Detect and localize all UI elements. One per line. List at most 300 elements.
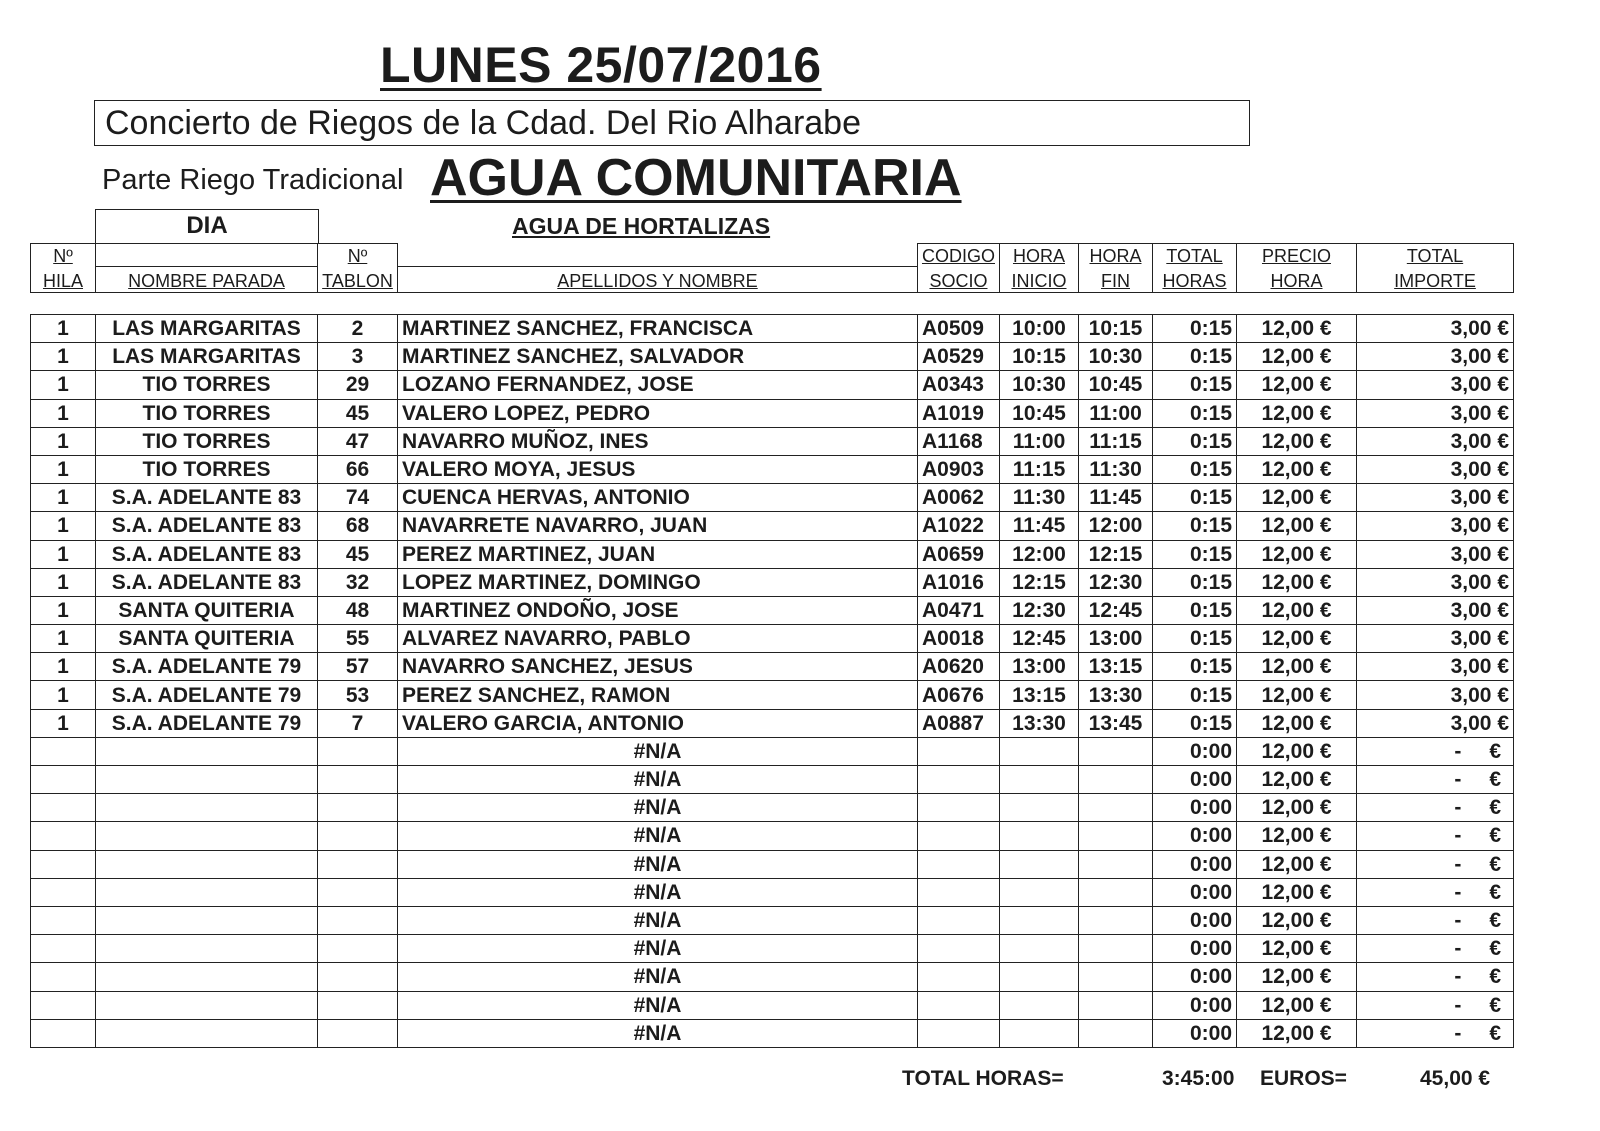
col-inicio-top: HORA (1000, 244, 1079, 267)
cell-total-horas: 0:00 (1153, 1019, 1237, 1047)
cell-hila (31, 935, 96, 963)
euro-symbol: € (1489, 993, 1501, 1017)
cell-tablon: 3 (318, 343, 398, 371)
euro-symbol: € (1489, 909, 1501, 933)
col-hila-top: Nº (31, 244, 96, 267)
cell-codigo: A0018 (918, 625, 1000, 653)
cell-parada (96, 822, 318, 850)
cell-fin: 13:30 (1079, 681, 1153, 709)
cell-fin (1079, 850, 1153, 878)
cell-fin: 10:30 (1079, 343, 1153, 371)
cell-tablon: 7 (318, 709, 398, 737)
cell-importe: 3,00 € (1357, 427, 1514, 455)
col-importe-bottom: IMPORTE (1357, 267, 1514, 293)
cell-precio: 12,00 € (1237, 455, 1357, 483)
col-fin-top: HORA (1079, 244, 1153, 267)
cell-importe (1357, 737, 1514, 765)
cell-tablon (318, 878, 398, 906)
cell-total-horas: 0:15 (1153, 371, 1237, 399)
dash-placeholder: - (1454, 852, 1462, 876)
cell-inicio: 11:00 (1000, 427, 1079, 455)
table-row-empty (31, 794, 1514, 822)
cell-fin (1079, 963, 1153, 991)
cell-inicio (1000, 766, 1079, 794)
euro-symbol: € (1489, 880, 1501, 904)
cell-parada: S.A. ADELANTE 83 (96, 484, 318, 512)
cell-nombre: #N/A (398, 850, 918, 878)
cell-fin (1079, 1019, 1153, 1047)
cell-parada (96, 963, 318, 991)
cell-precio: 12,00 € (1237, 371, 1357, 399)
cell-hila: 1 (31, 427, 96, 455)
cell-hila: 1 (31, 596, 96, 624)
dash-placeholder: - (1454, 909, 1462, 933)
agua-label: AGUA COMUNITARIA (430, 149, 962, 207)
cell-total-horas: 0:15 (1153, 455, 1237, 483)
cell-tablon (318, 991, 398, 1019)
dash-placeholder: - (1454, 824, 1462, 848)
cell-hila: 1 (31, 371, 96, 399)
cell-total-horas: 0:15 (1153, 625, 1237, 653)
cell-precio: 12,00 € (1237, 991, 1357, 1019)
cell-hila: 1 (31, 315, 96, 343)
cell-tablon: 57 (318, 653, 398, 681)
cell-fin: 12:00 (1079, 512, 1153, 540)
euro-symbol: € (1489, 965, 1501, 989)
dash-placeholder: - (1454, 880, 1462, 904)
cell-nombre: #N/A (398, 878, 918, 906)
cell-tablon: 66 (318, 455, 398, 483)
col-precio-bottom: HORA (1237, 267, 1357, 293)
cell-inicio: 11:30 (1000, 484, 1079, 512)
cell-fin: 11:00 (1079, 399, 1153, 427)
euro-symbol: € (1489, 768, 1501, 792)
euro-symbol: € (1489, 824, 1501, 848)
section-label: AGUA DE HORTALIZAS (512, 213, 771, 239)
cell-importe: 3,00 € (1357, 625, 1514, 653)
cell-codigo (918, 850, 1000, 878)
cell-hila: 1 (31, 512, 96, 540)
cell-fin: 12:30 (1079, 568, 1153, 596)
cell-parada: S.A. ADELANTE 83 (96, 540, 318, 568)
cell-inicio (1000, 737, 1079, 765)
cell-fin (1079, 878, 1153, 906)
table-row (31, 625, 1514, 653)
cell-fin: 11:45 (1079, 484, 1153, 512)
cell-total-horas: 0:15 (1153, 681, 1237, 709)
euro-symbol: € (1489, 852, 1501, 876)
cell-precio: 12,00 € (1237, 822, 1357, 850)
cell-codigo: A0509 (918, 315, 1000, 343)
cell-inicio: 12:30 (1000, 596, 1079, 624)
euro-symbol: € (1489, 796, 1501, 820)
dash-placeholder: - (1454, 1021, 1462, 1045)
table-row (31, 455, 1514, 483)
cell-codigo: A1016 (918, 568, 1000, 596)
cell-hila (31, 1019, 96, 1047)
cell-inicio: 10:30 (1000, 371, 1079, 399)
cell-tablon: 68 (318, 512, 398, 540)
cell-nombre: NAVARRETE NAVARRO, JUAN (398, 512, 918, 540)
cell-total-horas: 0:00 (1153, 737, 1237, 765)
cell-nombre: NAVARRO MUÑOZ, INES (398, 427, 918, 455)
cell-inicio: 10:00 (1000, 315, 1079, 343)
table-row (31, 540, 1514, 568)
cell-codigo (918, 878, 1000, 906)
col-total-top: TOTAL (1153, 244, 1237, 267)
cell-parada: S.A. ADELANTE 79 (96, 681, 318, 709)
cell-importe (1357, 1019, 1514, 1047)
col-tablon-bottom: TABLON (318, 267, 398, 293)
cell-nombre: #N/A (398, 737, 918, 765)
cell-precio: 12,00 € (1237, 625, 1357, 653)
col-inicio-bottom: INICIO (1000, 267, 1079, 293)
cell-total-horas: 0:00 (1153, 906, 1237, 934)
cell-nombre: PEREZ SANCHEZ, RAMON (398, 681, 918, 709)
cell-total-horas: 0:15 (1153, 568, 1237, 596)
cell-tablon (318, 963, 398, 991)
cell-inicio (1000, 991, 1079, 1019)
cell-importe (1357, 850, 1514, 878)
table-row-empty (31, 1019, 1514, 1047)
cell-nombre: NAVARRO SANCHEZ, JESUS (398, 653, 918, 681)
column-header-table (30, 243, 1514, 293)
cell-parada: TIO TORRES (96, 399, 318, 427)
col-codigo-top: CODIGO (918, 244, 1000, 267)
cell-total-horas: 0:00 (1153, 766, 1237, 794)
cell-codigo: A0343 (918, 371, 1000, 399)
cell-importe (1357, 878, 1514, 906)
cell-tablon: 45 (318, 540, 398, 568)
cell-parada (96, 766, 318, 794)
cell-total-horas: 0:00 (1153, 878, 1237, 906)
cell-fin (1079, 766, 1153, 794)
col-nombre-top (398, 244, 918, 267)
cell-total-horas: 0:00 (1153, 963, 1237, 991)
cell-inicio: 13:00 (1000, 653, 1079, 681)
cell-importe: 3,00 € (1357, 540, 1514, 568)
table-row-empty (31, 850, 1514, 878)
cell-precio: 12,00 € (1237, 681, 1357, 709)
cell-total-horas: 0:15 (1153, 427, 1237, 455)
cell-codigo: A0887 (918, 709, 1000, 737)
cell-inicio (1000, 963, 1079, 991)
cell-codigo: A0903 (918, 455, 1000, 483)
cell-hila: 1 (31, 484, 96, 512)
cell-nombre: #N/A (398, 935, 918, 963)
cell-inicio (1000, 1019, 1079, 1047)
cell-tablon: 55 (318, 625, 398, 653)
dash-placeholder: - (1454, 768, 1462, 792)
cell-parada: TIO TORRES (96, 455, 318, 483)
cell-hila (31, 822, 96, 850)
cell-importe: 3,00 € (1357, 653, 1514, 681)
cell-importe (1357, 991, 1514, 1019)
cell-parada: S.A. ADELANTE 83 (96, 512, 318, 540)
dash-placeholder: - (1454, 796, 1462, 820)
cell-inicio: 10:15 (1000, 343, 1079, 371)
dash-placeholder: - (1454, 993, 1462, 1017)
cell-total-horas: 0:15 (1153, 315, 1237, 343)
cell-inicio (1000, 935, 1079, 963)
cell-total-horas: 0:15 (1153, 596, 1237, 624)
cell-codigo (918, 935, 1000, 963)
page-title: LUNES 25/07/2016 (380, 37, 822, 93)
cell-precio: 12,00 € (1237, 906, 1357, 934)
cell-fin (1079, 935, 1153, 963)
cell-nombre: CUENCA HERVAS, ANTONIO (398, 484, 918, 512)
cell-fin (1079, 822, 1153, 850)
cell-nombre: LOPEZ MARTINEZ, DOMINGO (398, 568, 918, 596)
cell-nombre: ALVAREZ NAVARRO, PABLO (398, 625, 918, 653)
cell-fin: 13:15 (1079, 653, 1153, 681)
cell-nombre: #N/A (398, 766, 918, 794)
table-row (31, 484, 1514, 512)
cell-total-horas: 0:00 (1153, 794, 1237, 822)
cell-total-horas: 0:15 (1153, 484, 1237, 512)
cell-fin: 12:15 (1079, 540, 1153, 568)
table-row (31, 399, 1514, 427)
col-tablon-top: Nº (318, 244, 398, 267)
cell-parada: SANTA QUITERIA (96, 625, 318, 653)
cell-nombre: VALERO MOYA, JESUS (398, 455, 918, 483)
parte-label: Parte Riego Tradicional (102, 164, 404, 196)
cell-parada (96, 991, 318, 1019)
table-row (31, 427, 1514, 455)
col-codigo-bottom: SOCIO (918, 267, 1000, 293)
table-row (31, 653, 1514, 681)
cell-tablon (318, 935, 398, 963)
table-row (31, 371, 1514, 399)
cell-codigo (918, 963, 1000, 991)
cell-precio: 12,00 € (1237, 568, 1357, 596)
cell-codigo (918, 737, 1000, 765)
cell-inicio: 11:15 (1000, 455, 1079, 483)
cell-tablon: 2 (318, 315, 398, 343)
cell-inicio: 12:45 (1000, 625, 1079, 653)
cell-codigo (918, 766, 1000, 794)
cell-codigo (918, 1019, 1000, 1047)
cell-tablon (318, 794, 398, 822)
cell-importe: 3,00 € (1357, 709, 1514, 737)
cell-inicio: 12:00 (1000, 540, 1079, 568)
cell-precio: 12,00 € (1237, 1019, 1357, 1047)
cell-hila (31, 906, 96, 934)
cell-tablon: 47 (318, 427, 398, 455)
table-row-empty (31, 822, 1514, 850)
cell-nombre: #N/A (398, 963, 918, 991)
cell-hila: 1 (31, 653, 96, 681)
cell-hila (31, 878, 96, 906)
euros-label: EUROS= (1260, 1067, 1347, 1090)
cell-importe: 3,00 € (1357, 399, 1514, 427)
cell-inicio (1000, 850, 1079, 878)
cell-total-horas: 0:00 (1153, 935, 1237, 963)
cell-tablon (318, 766, 398, 794)
cell-importe: 3,00 € (1357, 596, 1514, 624)
cell-tablon (318, 850, 398, 878)
cell-parada: S.A. ADELANTE 79 (96, 709, 318, 737)
cell-parada: SANTA QUITERIA (96, 596, 318, 624)
table-row (31, 568, 1514, 596)
cell-precio: 12,00 € (1237, 878, 1357, 906)
col-hila-bottom: HILA (31, 267, 96, 293)
table-row-empty (31, 737, 1514, 765)
cell-tablon (318, 1019, 398, 1047)
dash-placeholder: - (1454, 965, 1462, 989)
total-hours-value: 3:45:00 (1162, 1067, 1235, 1090)
cell-precio: 12,00 € (1237, 709, 1357, 737)
cell-importe: 3,00 € (1357, 455, 1514, 483)
cell-total-horas: 0:15 (1153, 343, 1237, 371)
table-row-empty (31, 766, 1514, 794)
cell-parada: LAS MARGARITAS (96, 315, 318, 343)
cell-precio: 12,00 € (1237, 315, 1357, 343)
cell-total-horas: 0:15 (1153, 540, 1237, 568)
cell-precio: 12,00 € (1237, 343, 1357, 371)
cell-parada (96, 794, 318, 822)
cell-hila: 1 (31, 343, 96, 371)
cell-hila (31, 766, 96, 794)
cell-hila (31, 991, 96, 1019)
cell-total-horas: 0:15 (1153, 653, 1237, 681)
cell-precio: 12,00 € (1237, 653, 1357, 681)
cell-fin (1079, 906, 1153, 934)
cell-total-horas: 0:15 (1153, 709, 1237, 737)
cell-precio: 12,00 € (1237, 935, 1357, 963)
cell-parada: TIO TORRES (96, 427, 318, 455)
table-row (31, 315, 1514, 343)
table-row (31, 343, 1514, 371)
cell-fin (1079, 794, 1153, 822)
cell-codigo: A1168 (918, 427, 1000, 455)
cell-total-horas: 0:00 (1153, 991, 1237, 1019)
cell-codigo: A1019 (918, 399, 1000, 427)
irrigation-table (30, 314, 1514, 1048)
cell-importe: 3,00 € (1357, 512, 1514, 540)
cell-total-horas: 0:00 (1153, 822, 1237, 850)
cell-nombre: #N/A (398, 822, 918, 850)
cell-inicio: 12:15 (1000, 568, 1079, 596)
cell-fin: 13:00 (1079, 625, 1153, 653)
cell-parada (96, 1019, 318, 1047)
cell-fin: 12:45 (1079, 596, 1153, 624)
cell-nombre: MARTINEZ ONDOÑO, JOSE (398, 596, 918, 624)
table-row-empty (31, 906, 1514, 934)
col-nombre-bottom: APELLIDOS Y NOMBRE (398, 267, 918, 293)
cell-codigo: A0620 (918, 653, 1000, 681)
cell-importe: 3,00 € (1357, 315, 1514, 343)
cell-codigo (918, 822, 1000, 850)
cell-codigo: A0062 (918, 484, 1000, 512)
table-row (31, 596, 1514, 624)
dash-placeholder: - (1454, 739, 1462, 763)
cell-precio: 12,00 € (1237, 596, 1357, 624)
cell-fin: 10:15 (1079, 315, 1153, 343)
cell-codigo: A0659 (918, 540, 1000, 568)
cell-tablon: 45 (318, 399, 398, 427)
dash-placeholder: - (1454, 937, 1462, 961)
cell-parada (96, 850, 318, 878)
cell-hila: 1 (31, 540, 96, 568)
cell-hila: 1 (31, 399, 96, 427)
cell-tablon: 32 (318, 568, 398, 596)
cell-precio: 12,00 € (1237, 540, 1357, 568)
cell-inicio (1000, 878, 1079, 906)
cell-tablon (318, 822, 398, 850)
table-row-empty (31, 991, 1514, 1019)
cell-importe (1357, 963, 1514, 991)
cell-parada: LAS MARGARITAS (96, 343, 318, 371)
cell-parada (96, 737, 318, 765)
euros-value: 45,00 € (1420, 1067, 1491, 1090)
dia-box: DIA (95, 209, 319, 243)
cell-importe (1357, 935, 1514, 963)
cell-importe: 3,00 € (1357, 371, 1514, 399)
cell-fin: 10:45 (1079, 371, 1153, 399)
euro-symbol: € (1489, 937, 1501, 961)
table-row (31, 709, 1514, 737)
cell-codigo: A0529 (918, 343, 1000, 371)
cell-precio: 12,00 € (1237, 427, 1357, 455)
total-hours-label: TOTAL HORAS= (902, 1067, 1064, 1090)
cell-inicio (1000, 822, 1079, 850)
cell-codigo: A0471 (918, 596, 1000, 624)
cell-tablon: 48 (318, 596, 398, 624)
cell-codigo: A1022 (918, 512, 1000, 540)
cell-hila (31, 850, 96, 878)
cell-inicio: 10:45 (1000, 399, 1079, 427)
cell-precio: 12,00 € (1237, 512, 1357, 540)
cell-nombre: #N/A (398, 906, 918, 934)
cell-hila (31, 963, 96, 991)
cell-precio: 12,00 € (1237, 794, 1357, 822)
cell-hila: 1 (31, 681, 96, 709)
cell-inicio (1000, 794, 1079, 822)
cell-parada (96, 878, 318, 906)
cell-precio: 12,00 € (1237, 399, 1357, 427)
cell-precio: 12,00 € (1237, 484, 1357, 512)
col-total-bottom: HORAS (1153, 267, 1237, 293)
cell-importe: 3,00 € (1357, 343, 1514, 371)
cell-total-horas: 0:15 (1153, 399, 1237, 427)
table-row (31, 681, 1514, 709)
cell-nombre: MARTINEZ SANCHEZ, SALVADOR (398, 343, 918, 371)
cell-nombre: LOZANO FERNANDEZ, JOSE (398, 371, 918, 399)
cell-inicio: 11:45 (1000, 512, 1079, 540)
cell-codigo (918, 906, 1000, 934)
cell-tablon: 29 (318, 371, 398, 399)
cell-fin: 13:45 (1079, 709, 1153, 737)
cell-importe: 3,00 € (1357, 568, 1514, 596)
cell-total-horas: 0:00 (1153, 850, 1237, 878)
cell-parada: TIO TORRES (96, 371, 318, 399)
cell-precio: 12,00 € (1237, 737, 1357, 765)
cell-inicio: 13:15 (1000, 681, 1079, 709)
cell-inicio (1000, 906, 1079, 934)
cell-fin: 11:15 (1079, 427, 1153, 455)
cell-hila: 1 (31, 625, 96, 653)
cell-codigo (918, 991, 1000, 1019)
cell-nombre: #N/A (398, 1019, 918, 1047)
cell-importe (1357, 794, 1514, 822)
cell-nombre: PEREZ MARTINEZ, JUAN (398, 540, 918, 568)
cell-hila: 1 (31, 709, 96, 737)
cell-inicio: 13:30 (1000, 709, 1079, 737)
table-row-empty (31, 963, 1514, 991)
cell-precio: 12,00 € (1237, 766, 1357, 794)
cell-parada (96, 935, 318, 963)
